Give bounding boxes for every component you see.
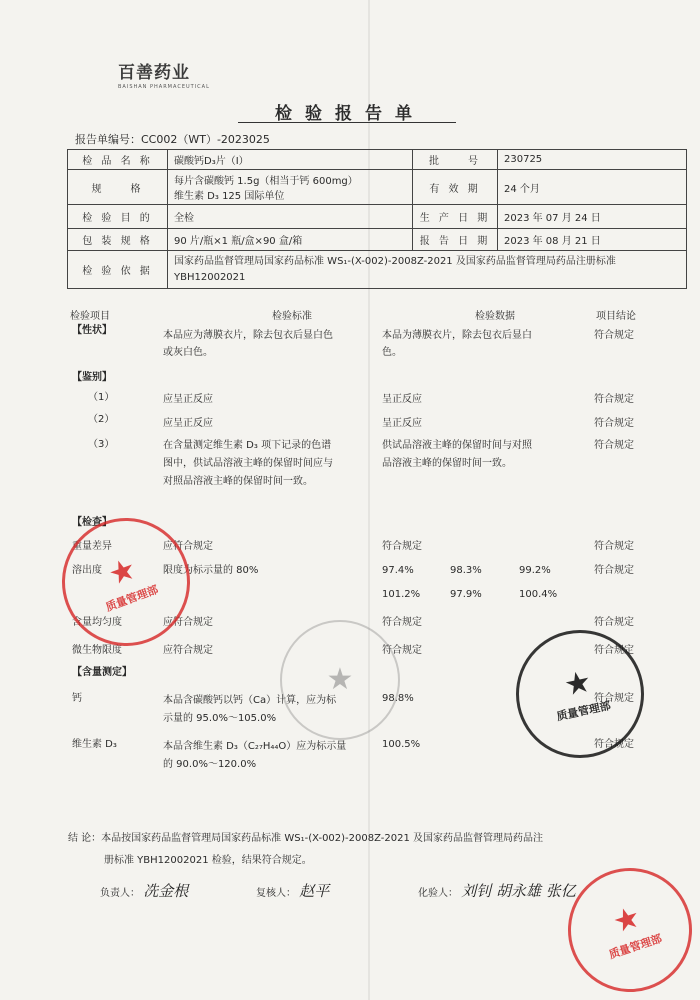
vitd-std-2: 的 90.0%～120.0% xyxy=(163,759,257,770)
ident-section: 【鉴别】 xyxy=(72,372,112,383)
page-title: 检验报告单 xyxy=(275,104,425,124)
ident-2-no: （2） xyxy=(88,414,115,425)
package-value: 90 片/瓶×1 瓶/盒×90 盒/箱 xyxy=(168,229,413,251)
conclusion-line-1: 结 论：本品按国家药品监督管理局国家药品标准 WS₁-(X-002)-2008Z-2021 及国家药品监督管理局药品注 xyxy=(68,833,544,844)
ident-3-std-1: 在含量测定维生素 D₃ 项下记录的色谱 xyxy=(163,440,332,451)
package-label: 包 装 规 格 xyxy=(68,229,168,251)
ident-1-conclusion: 符合规定 xyxy=(594,394,634,405)
logo-en: BAISHAN PHARMACEUTICAL xyxy=(118,84,210,90)
dissolution-value: 99.2% xyxy=(519,565,551,576)
uniformity-std: 应符合规定 xyxy=(163,617,213,628)
uniformity-data: 符合规定 xyxy=(382,617,422,628)
faint-seal-stamp xyxy=(280,620,400,740)
weight-name: 重量差异 xyxy=(72,541,112,552)
vitd-data: 100.5% xyxy=(382,739,421,750)
report-date-value: 2023 年 08 月 21 日 xyxy=(498,229,687,251)
company-logo xyxy=(118,58,210,90)
tester-label: 化验人： xyxy=(418,888,458,899)
assay-section: 【含量测定】 xyxy=(72,667,132,678)
ident-3-std-3: 对照品溶液主峰的保留时间一致。 xyxy=(163,476,313,487)
traits-std-2: 或灰白色。 xyxy=(163,347,213,358)
spec-line-1: 每片含碳酸钙 1.5g（相当于钙 600mg） xyxy=(174,176,358,187)
responsible-signature xyxy=(100,880,188,901)
dissolution-value: 97.9% xyxy=(450,589,482,600)
ident-3-conclusion: 符合规定 xyxy=(594,440,634,451)
uniformity-conclusion: 符合规定 xyxy=(594,617,634,628)
basis-label: 检 验 依 据 xyxy=(68,251,168,289)
uniformity-name: 含量均匀度 xyxy=(72,617,122,628)
report-date-label: 报 告 日 期 xyxy=(413,229,498,251)
weight-data: 符合规定 xyxy=(382,541,422,552)
dissolution-value: 101.2% xyxy=(382,589,421,600)
dissolution-value: 97.4% xyxy=(382,565,414,576)
red-seal-stamp xyxy=(552,852,700,1000)
tester-sign: 刘钊 胡永雄 张亿 xyxy=(461,882,576,900)
basis-value: 国家药品监督管理局国家药品标准 WS₁-(X-002)-2008Z-2021 及国家药品监督管理局药品注册标准 YBH12002021 xyxy=(168,251,687,289)
prod-date-label: 生 产 日 期 xyxy=(413,205,498,229)
col-data: 检验数据 xyxy=(475,311,515,322)
ident-1-std: 应呈正反应 xyxy=(163,394,213,405)
reviewer-label: 复核人： xyxy=(256,888,296,899)
calcium-std-2: 示量的 95.0%～105.0% xyxy=(163,713,277,724)
col-conclusion: 项目结论 xyxy=(596,311,636,322)
conclusion xyxy=(68,828,658,872)
star-icon: ★ xyxy=(561,663,595,704)
traits-std-1: 本品应为薄膜衣片，除去包衣后显白色 xyxy=(163,330,333,341)
dissolution-value: 98.3% xyxy=(450,565,482,576)
microbe-std: 应符合规定 xyxy=(163,645,213,656)
calcium-data: 98.8% xyxy=(382,693,414,704)
batch-label: 批 号 xyxy=(413,150,498,170)
ident-3-std-2: 图中，供试品溶液主峰的保留时间应与 xyxy=(163,458,333,469)
stamp-left-text: 质量管理部 xyxy=(103,582,161,614)
traits-section: 【性状】 xyxy=(72,325,112,336)
ident-1-data: 呈正反应 xyxy=(382,394,422,405)
vitd-name: 维生素 D₃ xyxy=(72,739,117,750)
tester-signature xyxy=(418,880,576,901)
purpose-label: 检 验 目 的 xyxy=(68,205,168,229)
ident-2-data: 呈正反应 xyxy=(382,418,422,429)
traits-data-1: 本品为薄膜衣片，除去包衣后显白 xyxy=(382,330,532,341)
star-icon: ★ xyxy=(103,551,142,594)
col-standard: 检验标准 xyxy=(272,311,312,322)
dissolution-value: 100.4% xyxy=(519,589,558,600)
dissolution-name: 溶出度 xyxy=(72,565,102,576)
info-table xyxy=(67,149,687,289)
calcium-name: 钙 xyxy=(72,693,82,704)
spec-label: 规 格 xyxy=(68,170,168,205)
ident-3-data-1: 供试品溶液主峰的保留时间与对照 xyxy=(382,440,532,451)
dissolution-std: 限度为标示量的 80% xyxy=(163,565,259,576)
validity-label: 有 效 期 xyxy=(413,170,498,205)
product-value: 碳酸钙D₃片（I） xyxy=(168,150,413,170)
ident-3-data-2: 品溶液主峰的保留时间一致。 xyxy=(382,458,512,469)
traits-data-2: 色。 xyxy=(382,347,402,358)
microbe-data: 符合规定 xyxy=(382,645,422,656)
spec-value xyxy=(168,170,413,205)
responsible-label: 负责人： xyxy=(100,888,140,899)
weight-std: 应符合规定 xyxy=(163,541,213,552)
logo-cn: 百善药业 xyxy=(118,63,190,83)
vitd-conclusion: 符合规定 xyxy=(594,739,634,750)
purpose-value: 全检 xyxy=(168,205,413,229)
validity-value: 24 个月 xyxy=(498,170,687,205)
title-underline xyxy=(238,122,456,123)
ident-2-std: 应呈正反应 xyxy=(163,418,213,429)
spec-line-2: 维生素 D₃ 125 国际单位 xyxy=(174,191,285,202)
col-item: 检验项目 xyxy=(70,311,110,322)
stamp-bottom-text: 质量管理部 xyxy=(607,931,664,962)
ident-3-no: （3） xyxy=(88,439,115,450)
star-icon: ★ xyxy=(326,662,354,697)
star-icon: ★ xyxy=(608,899,645,941)
ident-2-conclusion: 符合规定 xyxy=(594,418,634,429)
batch-value: 230725 xyxy=(498,150,687,170)
traits-conclusion: 符合规定 xyxy=(594,330,634,341)
calcium-std-1: 本品含碳酸钙以钙（Ca）计算，应为标 xyxy=(163,695,337,706)
microbe-conclusion: 符合规定 xyxy=(594,645,634,656)
prod-date-value: 2023 年 07 月 24 日 xyxy=(498,205,687,229)
report-number: 报告单编号：CC002（WT）-2023025 xyxy=(75,133,270,146)
product-label: 检 品 名 称 xyxy=(68,150,168,170)
red-seal-stamp xyxy=(44,500,208,664)
checks-section: 【检查】 xyxy=(72,517,112,528)
dissolution-conclusion: 符合规定 xyxy=(594,565,634,576)
reviewer-signature xyxy=(256,880,329,901)
weight-conclusion: 符合规定 xyxy=(594,541,634,552)
responsible-sign: 冼金根 xyxy=(143,882,189,900)
vitd-std-1: 本品含维生素 D₃（C₂₇H₄₄O）应为标示量 xyxy=(163,741,347,752)
ident-1-no: （1） xyxy=(88,392,115,403)
reviewer-sign: 赵平 xyxy=(299,882,330,900)
conclusion-line-2: 册标准 YBH12002021 检验，结果符合规定。 xyxy=(104,855,312,866)
microbe-name: 微生物限度 xyxy=(72,645,122,656)
stamp-right-text: 质量管理部 xyxy=(555,699,612,724)
calcium-conclusion: 符合规定 xyxy=(594,693,634,704)
